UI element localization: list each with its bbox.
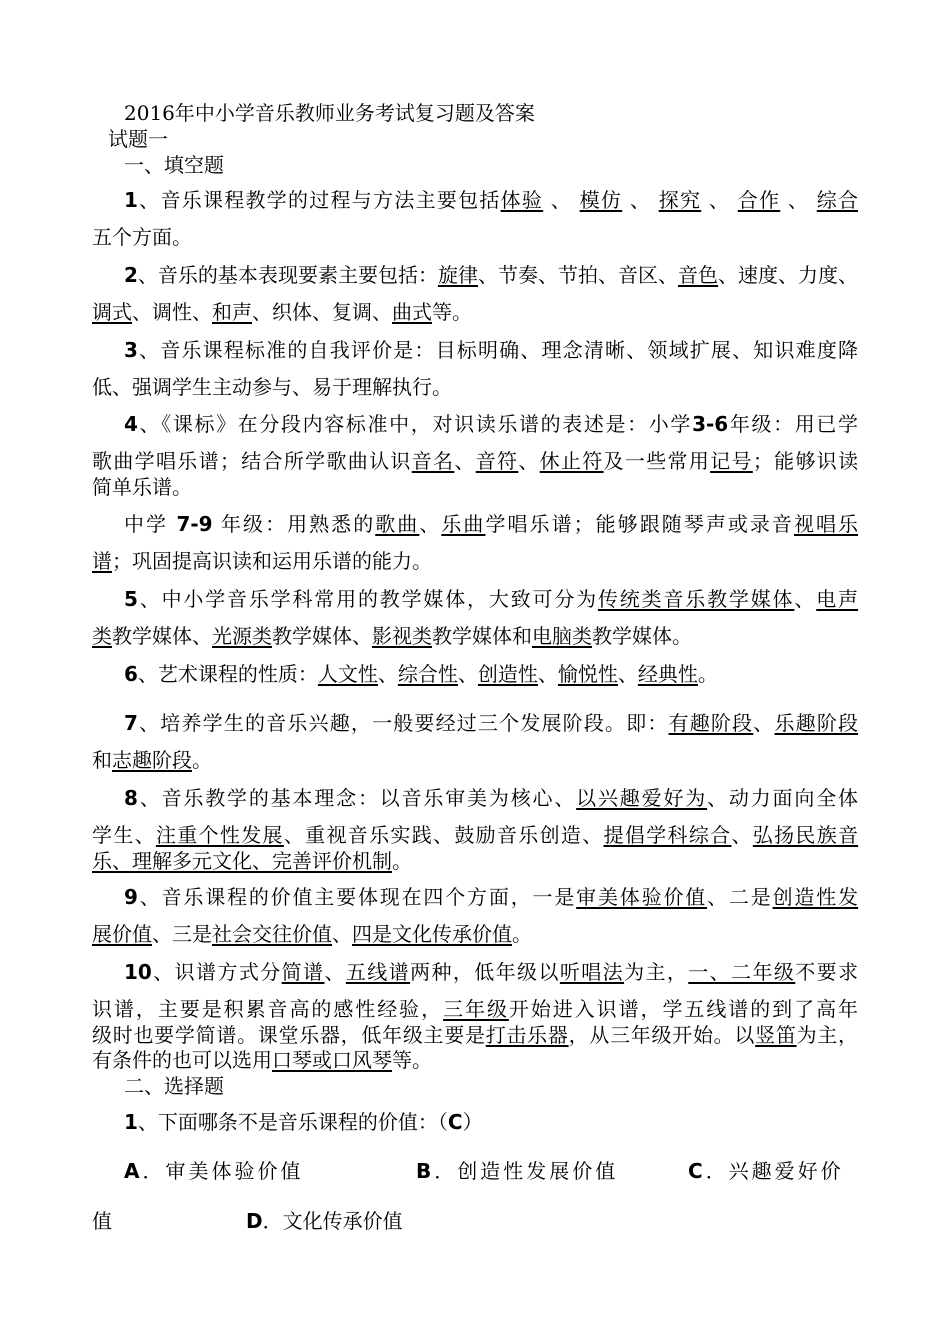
question-8-line-3: 乐、理解多元文化、完善评价机制。 — [92, 849, 412, 873]
question-4-line-1: 4、《课标》在分段内容标准中，对识读乐谱的表述是：小学3-6年级：用已学 — [124, 412, 859, 436]
option-a: A．审美体验价值 — [124, 1159, 304, 1183]
question-9-line-2: 展价值、三是社会交往价值、四是文化传承价值。 — [92, 922, 532, 946]
question-8-line-2: 学生、注重个性发展、重视音乐实践、鼓励音乐创造、提倡学科综合、弘扬民族音 — [92, 823, 859, 847]
question-10-line-4: 有条件的也可以选用口琴或口风琴等。 — [92, 1048, 432, 1072]
question-3-line-1: 3、音乐课程标准的自我评价是：目标明确、理念清晰、领域扩展、知识难度降 — [124, 338, 858, 362]
option-d: D．文化传承价值 — [246, 1209, 403, 1233]
question-10-line-2: 识谱，主要是积累音高的感性经验，三年级开始进入识谱，学五线谱的到了高年 — [92, 997, 859, 1021]
question-9-line-1: 9、音乐课程的价值主要体现在四个方面，一是审美体验价值、二是创造性发 — [124, 885, 859, 909]
choice-question-1: 1、下面哪条不是音乐课程的价值：（C） — [124, 1110, 483, 1134]
question-4-middle-line-1: 中学 7-9 年级：用熟悉的歌曲、乐曲学唱乐谱；能够跟随琴声或录音视唱乐 — [124, 512, 859, 536]
question-6: 6、艺术课程的性质：人文性、综合性、创造性、愉悦性、经典性。 — [124, 662, 718, 686]
section-fill-blank: 一、填空题 — [124, 153, 224, 177]
option-b: B．创造性发展价值 — [416, 1159, 619, 1183]
question-1-line-2: 五个方面。 — [92, 225, 192, 249]
question-2-line-1: 2、音乐的基本表现要素主要包括：旋律、节奏、节拍、音区、音色、速度、力度、 — [124, 263, 859, 287]
section-multiple-choice: 二、选择题 — [124, 1074, 224, 1098]
question-10-line-3: 级时也要学简谱。课堂乐器，低年级主要是打击乐器，从三年级开始。以竖笛为主， — [92, 1023, 859, 1047]
question-5-line-2: 类教学媒体、光源类教学媒体、影视类教学媒体和电脑类教学媒体。 — [92, 624, 692, 648]
question-4-line-2: 歌曲学唱乐谱；结合所学歌曲认识音名、音符、休止符及一些常用记号；能够识读 — [92, 449, 859, 473]
option-c-continued: 值 — [92, 1209, 115, 1233]
question-4-middle-line-2: 谱；巩固提高识读和运用乐谱的能力。 — [92, 549, 432, 573]
test-label: 试题一 — [108, 127, 168, 151]
question-10-line-1: 10、识谱方式分简谱、五线谱两种，低年级以听唱法为主，一、二年级不要求 — [124, 960, 859, 984]
question-1-line-1: 1、音乐课程教学的过程与方法主要包括体验 、 模仿 、 探究 、 合作 、 综合 — [124, 188, 859, 212]
question-5-line-1: 5、中小学音乐学科常用的教学媒体，大致可分为传统类音乐教学媒体、电声 — [124, 587, 859, 611]
question-4-line-3: 简单乐谱。 — [92, 475, 192, 499]
question-2-line-2: 调式、调性、和声、织体、复调、曲式等。 — [92, 300, 472, 324]
question-8-line-1: 8、音乐教学的基本理念：以音乐审美为核心、以兴趣爱好为、动力面向全体 — [124, 786, 859, 810]
option-c: C．兴趣爱好价 — [688, 1159, 844, 1183]
question-7-line-1: 7、培养学生的音乐兴趣，一般要经过三个发展阶段。即：有趣阶段、乐趣阶段 — [124, 711, 859, 735]
document-title: 2016年中小学音乐教师业务考试复习题及答案 — [124, 101, 535, 125]
question-7-line-2: 和志趣阶段。 — [92, 748, 212, 772]
question-3-line-2: 低、强调学生主动参与、易于理解执行。 — [92, 375, 452, 399]
